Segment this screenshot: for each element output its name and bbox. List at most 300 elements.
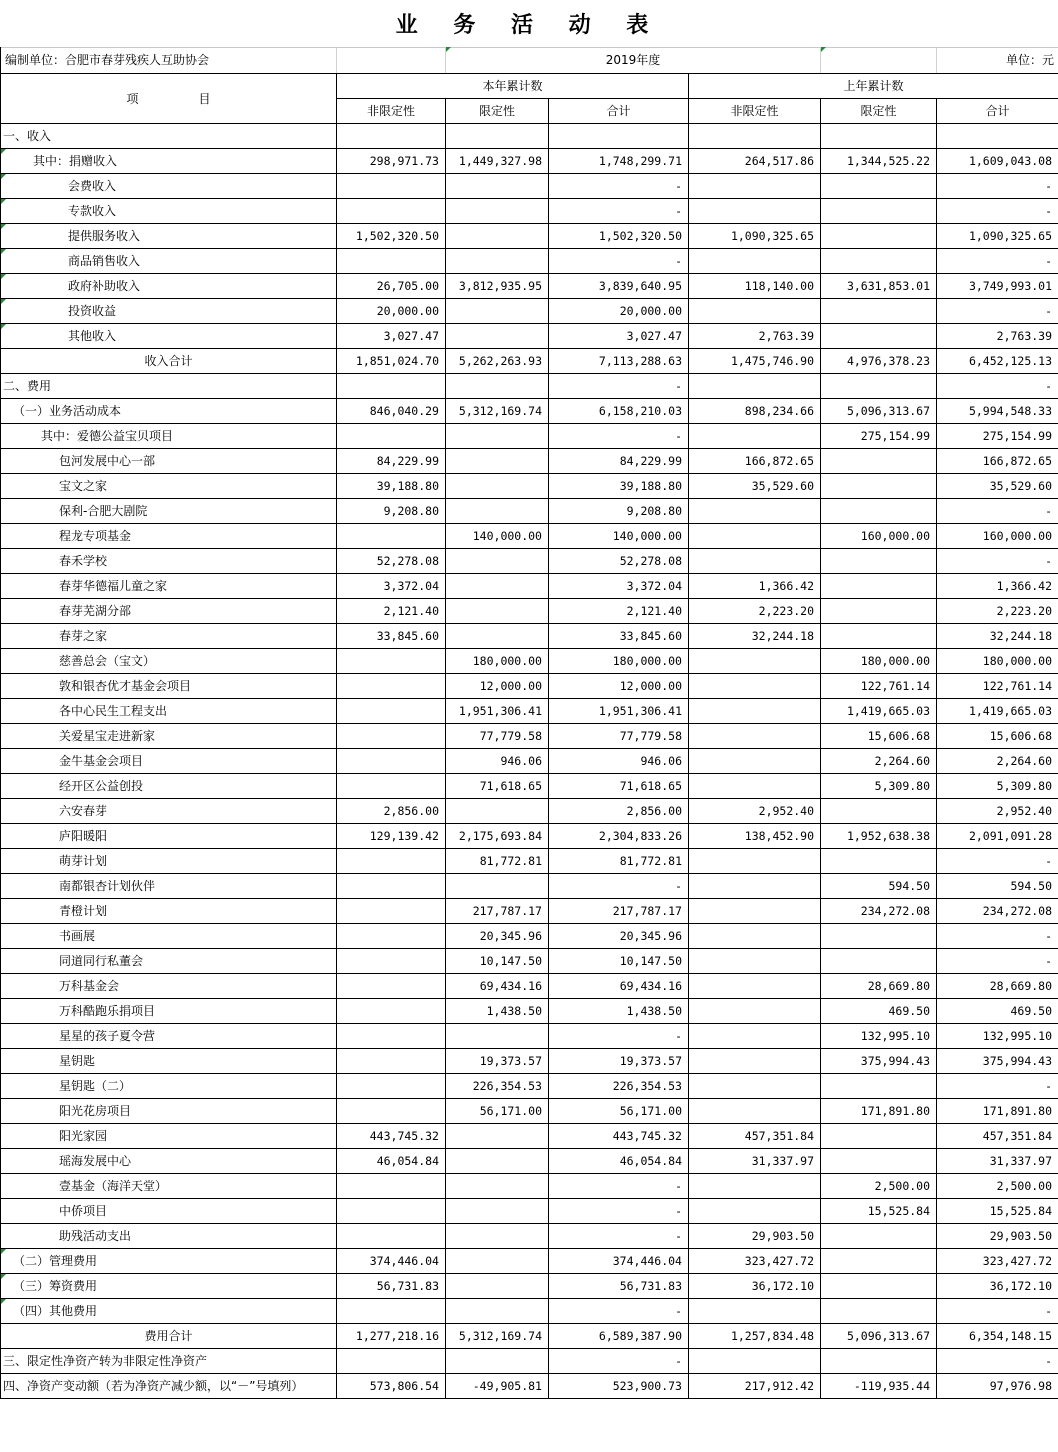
row-value: 2,952.40 <box>937 798 1058 823</box>
row-value <box>821 498 937 523</box>
row-label: 其中：爱德公益宝贝项目 <box>1 423 337 448</box>
row-value: 180,000.00 <box>821 648 937 673</box>
row-label: （一）业务活动成本 <box>1 398 337 423</box>
row-value <box>446 798 549 823</box>
row-value: 122,761.14 <box>937 673 1058 698</box>
row-value: 1,449,327.98 <box>446 148 549 173</box>
row-label: （三）筹资费用 <box>1 1273 337 1298</box>
row-label: 春芽华德福儿童之家 <box>1 573 337 598</box>
row-value <box>821 248 937 273</box>
row-value: 56,731.83 <box>549 1273 689 1298</box>
row-value: 2,500.00 <box>821 1173 937 1198</box>
header-prior-year: 上年累计数 <box>689 73 1058 98</box>
row-value: 118,140.00 <box>689 273 821 298</box>
row-value: 36,172.10 <box>689 1273 821 1298</box>
row-value: 20,345.96 <box>446 923 549 948</box>
row-value <box>337 1348 446 1373</box>
row-value <box>337 248 446 273</box>
row-value: -119,935.44 <box>821 1373 937 1398</box>
row-value: 77,779.58 <box>446 723 549 748</box>
row-value <box>337 1298 446 1323</box>
row-value: 20,000.00 <box>549 298 689 323</box>
row-value: - <box>937 1298 1058 1323</box>
row-value: 3,027.47 <box>337 323 446 348</box>
row-value: 1,748,299.71 <box>549 148 689 173</box>
table-row <box>1 348 1058 373</box>
row-value: 275,154.99 <box>821 423 937 448</box>
row-value: 594.50 <box>821 873 937 898</box>
row-label: 经开区公益创投 <box>1 773 337 798</box>
table-row <box>1 473 1058 498</box>
row-value: 9,208.80 <box>549 498 689 523</box>
row-value: 469.50 <box>937 998 1058 1023</box>
row-value: 81,772.81 <box>446 848 549 873</box>
row-value <box>821 548 937 573</box>
row-value <box>689 998 821 1023</box>
row-value <box>821 1223 937 1248</box>
row-value: 84,229.99 <box>337 448 446 473</box>
row-value: 1,851,024.70 <box>337 348 446 373</box>
row-value <box>821 948 937 973</box>
row-value <box>446 1148 549 1173</box>
row-value <box>689 648 821 673</box>
row-label: 六安春芽 <box>1 798 337 823</box>
row-value <box>821 1348 937 1373</box>
row-value: 56,171.00 <box>446 1098 549 1123</box>
table-row <box>1 898 1058 923</box>
row-value <box>446 473 549 498</box>
row-label: 青橙计划 <box>1 898 337 923</box>
header-item: 项 目 <box>1 73 337 123</box>
row-value <box>821 198 937 223</box>
header-row-1 <box>1 73 1058 98</box>
row-value <box>337 1073 446 1098</box>
row-value: 1,952,638.38 <box>821 823 937 848</box>
row-label: 二、费用 <box>1 373 337 398</box>
row-value: 2,264.60 <box>937 748 1058 773</box>
row-value: 180,000.00 <box>937 648 1058 673</box>
row-value: - <box>549 1173 689 1198</box>
row-value <box>446 498 549 523</box>
row-value: 19,373.57 <box>446 1048 549 1073</box>
table-row <box>1 873 1058 898</box>
row-value: 375,994.43 <box>937 1048 1058 1073</box>
row-value: 7,113,288.63 <box>549 348 689 373</box>
table-row <box>1 198 1058 223</box>
row-value: 32,244.18 <box>937 623 1058 648</box>
row-value <box>337 648 446 673</box>
header-col: 非限定性 <box>337 98 446 123</box>
row-value <box>821 623 937 648</box>
row-value: 2,091,091.28 <box>937 823 1058 848</box>
row-value <box>689 723 821 748</box>
row-value: 594.50 <box>937 873 1058 898</box>
row-value: 2,304,833.26 <box>549 823 689 848</box>
row-value <box>821 848 937 873</box>
row-value <box>689 498 821 523</box>
row-value: 166,872.65 <box>689 448 821 473</box>
row-label: 政府补助收入 <box>1 273 337 298</box>
row-value <box>821 1148 937 1173</box>
row-label: 慈善总会（宝文） <box>1 648 337 673</box>
row-value <box>337 1023 446 1048</box>
row-value: 573,806.54 <box>337 1373 446 1398</box>
row-value: 1,951,306.41 <box>446 698 549 723</box>
row-label: 春芽之家 <box>1 623 337 648</box>
row-value <box>689 698 821 723</box>
row-value: 2,223.20 <box>689 598 821 623</box>
row-value: 3,749,993.01 <box>937 273 1058 298</box>
row-value <box>446 198 549 223</box>
row-value <box>446 1023 549 1048</box>
row-value: 52,278.08 <box>337 548 446 573</box>
row-value <box>689 123 821 148</box>
row-value: 5,096,313.67 <box>821 1323 937 1348</box>
row-label: 阳光家园 <box>1 1123 337 1148</box>
header-col: 合计 <box>549 98 689 123</box>
row-value <box>446 223 549 248</box>
table-row <box>1 273 1058 298</box>
row-value: 217,787.17 <box>549 898 689 923</box>
row-value: 10,147.50 <box>549 948 689 973</box>
row-value: 6,354,148.15 <box>937 1323 1058 1348</box>
row-value: 3,372.04 <box>549 573 689 598</box>
table-row <box>1 398 1058 423</box>
row-value: 2,856.00 <box>549 798 689 823</box>
row-value: 2,763.39 <box>937 323 1058 348</box>
table-row <box>1 623 1058 648</box>
row-value <box>821 448 937 473</box>
row-value: - <box>937 948 1058 973</box>
row-value: 2,264.60 <box>821 748 937 773</box>
row-value <box>446 1198 549 1223</box>
table-row <box>1 523 1058 548</box>
row-value: 33,845.60 <box>337 623 446 648</box>
table-row <box>1 1223 1058 1248</box>
table-row <box>1 548 1058 573</box>
row-value: 2,223.20 <box>937 598 1058 623</box>
table-row <box>1 948 1058 973</box>
table-row <box>1 1023 1058 1048</box>
table-row <box>1 848 1058 873</box>
table-row <box>1 1173 1058 1198</box>
row-label: 壹基金（海洋天堂） <box>1 1173 337 1198</box>
row-value: 2,500.00 <box>937 1173 1058 1198</box>
row-value <box>337 948 446 973</box>
table-row <box>1 598 1058 623</box>
row-value: 97,976.98 <box>937 1373 1058 1398</box>
info-row <box>1 47 1058 73</box>
row-label: 会费收入 <box>1 173 337 198</box>
row-value <box>446 373 549 398</box>
row-value <box>821 123 937 148</box>
row-value <box>337 998 446 1023</box>
row-value <box>337 973 446 998</box>
row-value: 28,669.80 <box>937 973 1058 998</box>
row-value: - <box>549 1198 689 1223</box>
table-row <box>1 1348 1058 1373</box>
table-row <box>1 1048 1058 1073</box>
row-label: 费用合计 <box>1 1323 337 1348</box>
row-value <box>337 848 446 873</box>
row-value: 2,763.39 <box>689 323 821 348</box>
row-label: 万科酷跑乐捐项目 <box>1 998 337 1023</box>
table-row <box>1 423 1058 448</box>
row-value: 5,096,313.67 <box>821 398 937 423</box>
row-value: 2,121.40 <box>337 598 446 623</box>
row-value: 29,903.50 <box>937 1223 1058 1248</box>
row-value <box>689 898 821 923</box>
row-value: - <box>549 1023 689 1048</box>
row-value <box>446 548 549 573</box>
row-label: 保利-合肥大剧院 <box>1 498 337 523</box>
row-label: 敦和银杏优才基金会项目 <box>1 673 337 698</box>
row-value <box>689 948 821 973</box>
row-label: 收入合计 <box>1 348 337 373</box>
row-value <box>689 1073 821 1098</box>
row-value: 35,529.60 <box>937 473 1058 498</box>
row-value: 12,000.00 <box>446 673 549 698</box>
row-value <box>446 123 549 148</box>
row-label: 南都银杏计划伙伴 <box>1 873 337 898</box>
row-value: 140,000.00 <box>446 523 549 548</box>
row-value: 171,891.80 <box>821 1098 937 1123</box>
table-row <box>1 148 1058 173</box>
row-value: 69,434.16 <box>549 973 689 998</box>
row-label: 助残活动支出 <box>1 1223 337 1248</box>
row-value <box>337 1223 446 1248</box>
table-row <box>1 373 1058 398</box>
row-value: - <box>549 1298 689 1323</box>
row-value: 129,139.42 <box>337 823 446 848</box>
row-value: -49,905.81 <box>446 1373 549 1398</box>
row-value: 523,900.73 <box>549 1373 689 1398</box>
row-value <box>337 373 446 398</box>
header-current-year: 本年累计数 <box>337 73 689 98</box>
row-value: 2,952.40 <box>689 798 821 823</box>
row-label: 关爱星宝走进新家 <box>1 723 337 748</box>
row-value <box>689 548 821 573</box>
row-value <box>821 1073 937 1098</box>
row-value: 3,372.04 <box>337 573 446 598</box>
row-value: 46,054.84 <box>549 1148 689 1173</box>
row-value <box>821 798 937 823</box>
row-value: 132,995.10 <box>937 1023 1058 1048</box>
row-value: 457,351.84 <box>689 1123 821 1148</box>
row-value <box>821 598 937 623</box>
row-value <box>689 523 821 548</box>
row-label: 包河发展中心一部 <box>1 448 337 473</box>
row-value: 234,272.08 <box>937 898 1058 923</box>
page-title: 业 务 活 动 表 <box>0 0 1058 48</box>
row-value: 15,606.68 <box>937 723 1058 748</box>
row-value: 36,172.10 <box>937 1273 1058 1298</box>
table-row <box>1 1273 1058 1298</box>
table-row <box>1 1323 1058 1348</box>
row-value: 3,812,935.95 <box>446 273 549 298</box>
row-label: 星钥匙（二） <box>1 1073 337 1098</box>
table-row <box>1 1248 1058 1273</box>
row-value: - <box>549 1223 689 1248</box>
row-value <box>337 523 446 548</box>
row-label: 阳光花房项目 <box>1 1098 337 1123</box>
row-value <box>337 1173 446 1198</box>
row-value: 1,475,746.90 <box>689 348 821 373</box>
row-value: 56,171.00 <box>549 1098 689 1123</box>
row-label: 中侨项目 <box>1 1198 337 1223</box>
row-value: 946.06 <box>549 748 689 773</box>
row-value <box>446 323 549 348</box>
info-spacer <box>337 47 446 73</box>
table-row <box>1 1123 1058 1148</box>
row-value: 217,912.42 <box>689 1373 821 1398</box>
row-label: 商品销售收入 <box>1 248 337 273</box>
row-value: - <box>549 1348 689 1373</box>
row-value <box>337 898 446 923</box>
row-value: - <box>549 373 689 398</box>
row-value <box>446 1123 549 1148</box>
row-value: 10,147.50 <box>446 948 549 973</box>
row-value: 2,856.00 <box>337 798 446 823</box>
row-value: 457,351.84 <box>937 1123 1058 1148</box>
row-label: 庐阳暖阳 <box>1 823 337 848</box>
row-value <box>337 1098 446 1123</box>
row-value: 1,438.50 <box>549 998 689 1023</box>
row-label: 萌芽计划 <box>1 848 337 873</box>
row-value <box>821 1273 937 1298</box>
row-value: 6,158,210.03 <box>549 398 689 423</box>
header-col: 限定性 <box>446 98 549 123</box>
table-row <box>1 323 1058 348</box>
row-value: 77,779.58 <box>549 723 689 748</box>
row-value: 1,090,325.65 <box>689 223 821 248</box>
table-row <box>1 973 1058 998</box>
row-value: - <box>937 848 1058 873</box>
row-value: 20,345.96 <box>549 923 689 948</box>
row-value: 469.50 <box>821 998 937 1023</box>
row-value <box>446 1348 549 1373</box>
table-row <box>1 448 1058 473</box>
row-value <box>446 873 549 898</box>
row-value <box>446 173 549 198</box>
row-label: 星星的孩子夏令营 <box>1 1023 337 1048</box>
row-label: 程龙专项基金 <box>1 523 337 548</box>
row-label: 其他收入 <box>1 323 337 348</box>
row-value <box>446 1223 549 1248</box>
row-value: 171,891.80 <box>937 1098 1058 1123</box>
row-value <box>446 1298 549 1323</box>
row-value: 20,000.00 <box>337 298 446 323</box>
row-value <box>689 973 821 998</box>
row-label: 同道同行私董会 <box>1 948 337 973</box>
row-value: - <box>937 1348 1058 1373</box>
table-row <box>1 573 1058 598</box>
row-value: 35,529.60 <box>689 473 821 498</box>
row-value <box>337 723 446 748</box>
row-value: 71,618.65 <box>549 773 689 798</box>
row-label: 春禾学校 <box>1 548 337 573</box>
row-value: - <box>937 298 1058 323</box>
row-value: 26,705.00 <box>337 273 446 298</box>
row-value <box>337 423 446 448</box>
row-value: - <box>937 498 1058 523</box>
row-label: 瑶海发展中心 <box>1 1148 337 1173</box>
row-value: 374,446.04 <box>337 1248 446 1273</box>
row-value: - <box>937 923 1058 948</box>
row-value: 28,669.80 <box>821 973 937 998</box>
row-value: 226,354.53 <box>549 1073 689 1098</box>
row-value <box>689 1198 821 1223</box>
table-row <box>1 823 1058 848</box>
row-value: 1,257,834.48 <box>689 1323 821 1348</box>
row-value: 15,525.84 <box>937 1198 1058 1223</box>
row-value: 3,027.47 <box>549 323 689 348</box>
row-value: - <box>549 198 689 223</box>
row-value <box>446 598 549 623</box>
row-value <box>689 423 821 448</box>
row-value <box>689 873 821 898</box>
row-value <box>337 773 446 798</box>
business-activity-table <box>0 47 1058 1399</box>
row-value: 946.06 <box>446 748 549 773</box>
row-value <box>337 698 446 723</box>
row-value: 1,502,320.50 <box>337 223 446 248</box>
row-value <box>337 873 446 898</box>
row-value <box>446 448 549 473</box>
row-label: 金牛基金会项目 <box>1 748 337 773</box>
row-value <box>689 673 821 698</box>
row-value: 81,772.81 <box>549 848 689 873</box>
row-value: - <box>937 248 1058 273</box>
row-value <box>337 198 446 223</box>
row-value <box>937 123 1058 148</box>
row-value: 226,354.53 <box>446 1073 549 1098</box>
row-value <box>446 423 549 448</box>
row-value <box>446 248 549 273</box>
row-value <box>689 923 821 948</box>
row-value <box>821 173 937 198</box>
row-value <box>337 748 446 773</box>
row-label: 四、净资产变动额（若为净资产减少额，以“－”号填列） <box>1 1373 337 1398</box>
header-col: 限定性 <box>821 98 937 123</box>
row-value: - <box>549 873 689 898</box>
row-value: - <box>549 423 689 448</box>
row-value: 323,427.72 <box>689 1248 821 1273</box>
row-value: 5,312,169.74 <box>446 1323 549 1348</box>
row-value <box>446 298 549 323</box>
row-value: 1,419,665.03 <box>937 698 1058 723</box>
row-value: 33,845.60 <box>549 623 689 648</box>
row-value: 56,731.83 <box>337 1273 446 1298</box>
table-row <box>1 923 1058 948</box>
row-value: - <box>937 173 1058 198</box>
row-value <box>821 1248 937 1273</box>
row-value: 160,000.00 <box>937 523 1058 548</box>
row-value: 166,872.65 <box>937 448 1058 473</box>
row-label: （二）管理费用 <box>1 1248 337 1273</box>
table-row <box>1 298 1058 323</box>
table-row <box>1 248 1058 273</box>
row-value <box>689 248 821 273</box>
row-value: 132,995.10 <box>821 1023 937 1048</box>
row-value: 29,903.50 <box>689 1223 821 1248</box>
row-value: 140,000.00 <box>549 523 689 548</box>
table-row <box>1 173 1058 198</box>
table-row <box>1 1098 1058 1123</box>
table-row <box>1 1198 1058 1223</box>
row-value: - <box>937 1073 1058 1098</box>
row-value: 5,309.80 <box>937 773 1058 798</box>
